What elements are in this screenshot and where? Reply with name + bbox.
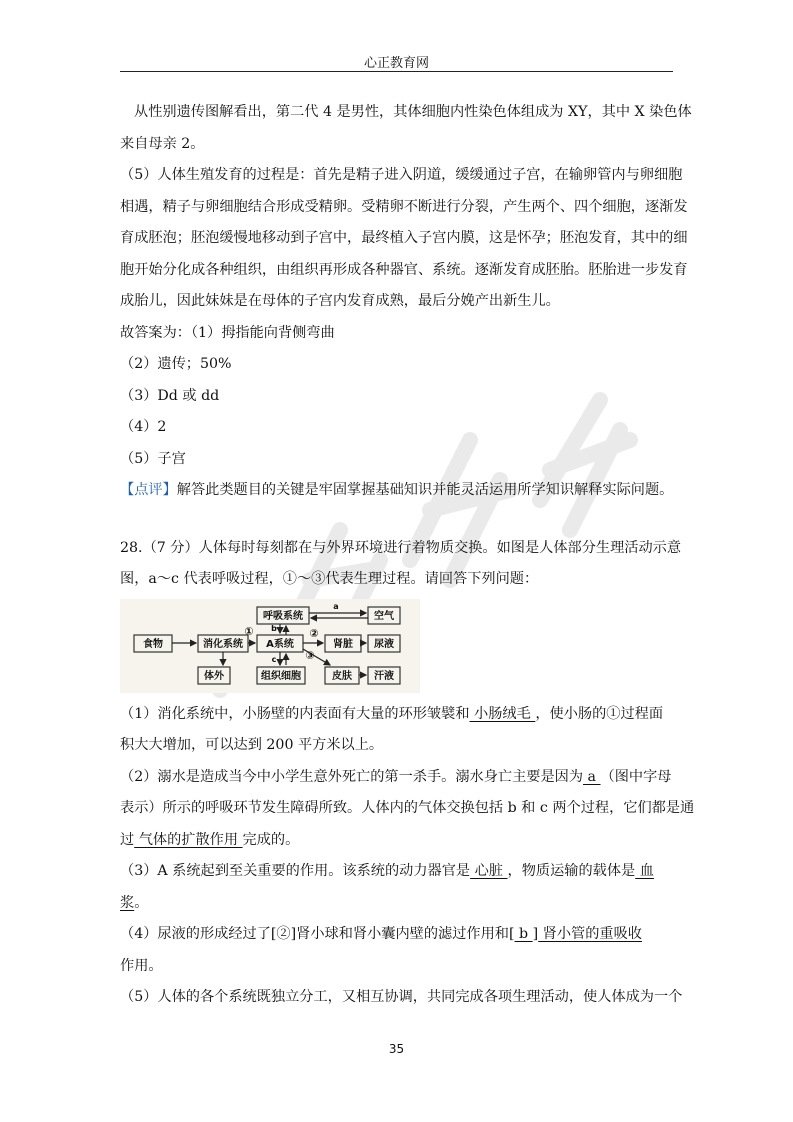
answer-q2 xyxy=(120,762,680,794)
answer-line: （5）子宫 xyxy=(120,450,186,467)
q2-prefix: （2）溺水是造成当今中小学生意外死亡的第一杀手。溺水身亡主要是因为 xyxy=(120,768,584,785)
diagram-svg xyxy=(120,599,420,693)
answer-line: （4）2 xyxy=(120,419,167,435)
q3-answer-2a: 血 xyxy=(635,863,654,879)
q2-suffix: （图中字母 xyxy=(600,768,672,785)
diagram-air: 空气 xyxy=(374,610,394,622)
q2-l3-suffix: 完成的。 xyxy=(242,831,300,848)
answer-q1 xyxy=(120,699,680,731)
q4-answer-1: b xyxy=(514,926,533,942)
label-c: c xyxy=(271,654,277,664)
answer-q2-line2: 表示）所示的呼吸环节发生障碍所致。人体内的气体交换包括 b 和 c 两个过程，它们都是通 xyxy=(120,800,695,816)
text-line: 来自母亲 2。 xyxy=(120,135,205,152)
q3-prefix: （3）A 系统起到至关重要的作用。该系统的动力器官是 xyxy=(120,863,471,879)
answer-q3-line2 xyxy=(120,888,680,920)
q4-prefix: （4）尿液的形成经过了[②]肾小球和肾小囊内壁的滤过作用和[ xyxy=(120,926,515,942)
page-header: 心正教育网 xyxy=(363,56,429,71)
diagram-digestive: 消化系统 xyxy=(203,638,243,650)
comment-text: 解答此类题目的关键是牢固掌握基础知识并能灵活运用所学知识解释实际问题。 xyxy=(176,482,674,498)
text-line: 相遇，精子与卵细胞结合形成受精卵。受精卵不断进行分裂，产生两个、四个细胞，逐渐发 xyxy=(120,198,688,215)
page-number: 35 xyxy=(388,1042,405,1056)
q4-answer-2: 肾小管的重吸收 xyxy=(538,926,642,942)
physiology-diagram xyxy=(120,599,420,693)
label-2: ② xyxy=(309,626,319,640)
text-line: 成胎儿，因此妹妹是在母体的子宫内发育成熟，最后分娩产出新生儿。 xyxy=(120,293,560,309)
q1-prefix: （1）消化系统中，小肠壁的内表面有大量的环形皱襞和 xyxy=(120,705,470,722)
answer-q3 xyxy=(120,856,680,888)
q1-answer: 小肠绒毛 xyxy=(469,705,536,722)
q2-answer: a xyxy=(583,768,601,785)
comment-tag: 【点评】 xyxy=(120,482,177,498)
text-line: 胞开始分化成各种组织，由组织再形成各种器官、系统。逐渐发育成胚胎。胚胎进一步发育 xyxy=(120,261,688,278)
text-line: 育成胚泡；胚泡缓慢地移动到子宫中，最终植入子宫内膜，这是怀孕；胚泡发育，其中的细 xyxy=(120,230,688,246)
diagram-respiratory: 呼吸系统 xyxy=(263,610,303,622)
answer-q4-line2: 作用。 xyxy=(120,957,163,974)
q1-suffix: ，使小肠的①过程面 xyxy=(535,705,664,722)
question-title: 28.（7 分）人体每时每刻都在与外界环境进行着物质交换。如图是人体部分生理活动示意 xyxy=(120,539,682,556)
answer-q1-line2: 积大大增加，可以达到 200 平方米以上。 xyxy=(120,737,384,753)
diagram-skin: 皮肤 xyxy=(332,670,352,682)
diagram-kidney: 肾脏 xyxy=(333,638,353,650)
text-line: （5）人体生殖发育的过程是：首先是精子进入阴道，缓缓通过子宫，在输卵管内与卵细胞 xyxy=(120,167,683,183)
answer-q2-line3 xyxy=(120,825,680,857)
diagram-urine: 尿液 xyxy=(374,638,394,650)
diagram-a-system: A系统 xyxy=(266,638,294,650)
answer-q5: （5）人体的各个系统既独立分工，又相互协调，共同完成各项生理活动，使人体成为一个 xyxy=(120,989,683,1005)
label-3: ③ xyxy=(305,648,315,662)
comment-line xyxy=(120,475,680,507)
q2-l3-prefix: 过 xyxy=(120,831,135,848)
answer-line: 故答案为：（1）拇指能向背侧弯曲 xyxy=(120,324,335,341)
q4-mid: ] xyxy=(532,926,539,942)
page-content xyxy=(120,97,695,1014)
answer-q4 xyxy=(120,919,680,951)
answer-line: （2）遗传；50% xyxy=(120,356,232,372)
label-a: a xyxy=(333,601,339,611)
label-1: ① xyxy=(244,624,254,638)
answer-line: （3）Dd 或 dd xyxy=(120,387,220,404)
question-title-2: 图，a～c 代表呼吸过程，①～③代表生理过程。请回答下列问题： xyxy=(120,571,539,587)
q2-l3-answer: 气体的扩散作用 xyxy=(134,831,243,848)
diagram-tissue: 组织细胞 xyxy=(261,670,301,682)
diagram-sweat: 汗液 xyxy=(374,670,394,682)
diagram-outside: 体外 xyxy=(204,670,224,682)
text-line: 从性别遗传图解看出，第二代 4 是男性，其体细胞内性染色体组成为 XY，其中 X 染色体 xyxy=(134,104,692,120)
q3-suffix: 。 xyxy=(134,894,149,911)
q3-answer-2b: 浆 xyxy=(120,894,135,911)
diagram-food: 食物 xyxy=(143,638,163,650)
q3-answer-1: 心脏 xyxy=(470,863,508,879)
header-rule xyxy=(120,71,673,72)
q3-mid: ，物质运输的载体是 xyxy=(507,863,636,879)
label-b: b xyxy=(271,623,277,633)
